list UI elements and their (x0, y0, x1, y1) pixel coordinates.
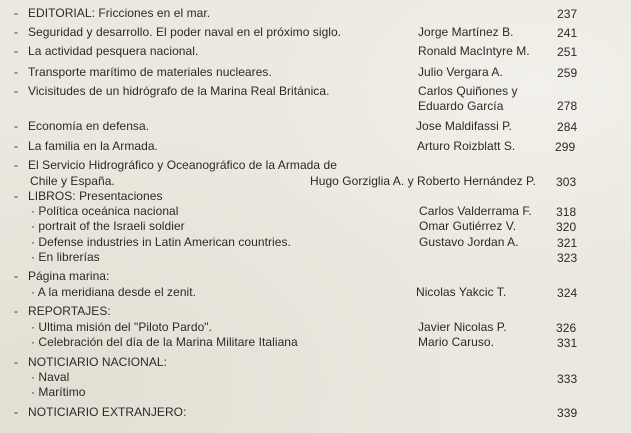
entry-dash: - (14, 158, 19, 172)
subentry-author: Nicolas Yakcic T. (416, 285, 507, 299)
entry-title: Transporte marítimo de materiales nucleares. (28, 65, 272, 79)
entry-dash: - (14, 65, 19, 79)
subentry-page: 320 (556, 220, 577, 234)
subentry-title: · En librerías (31, 250, 100, 264)
subentry-author: Javier Nicolas P. (418, 320, 507, 334)
subentry-title: · Política oceánica nacional (31, 204, 179, 218)
entry-page: 237 (557, 7, 578, 21)
entry-title: REPORTAJES: (28, 304, 111, 318)
subentry-title: · Ultima misión del "Piloto Pardo". (31, 320, 212, 334)
subentry-page: 331 (557, 336, 578, 350)
entry-dash: - (14, 304, 19, 318)
subentry-author: Omar Gutiérrez V. (419, 219, 517, 233)
entry-title: NOTICIARIO NACIONAL: (28, 355, 168, 369)
entry-author: Julio Vergara A. (418, 65, 503, 79)
entry-page: 284 (557, 120, 578, 134)
entry-dash: - (14, 269, 19, 283)
entry-page: 259 (557, 66, 578, 80)
entry-dash: - (14, 189, 19, 203)
entry-page: 241 (557, 26, 578, 40)
subentry-title: · Marítimo (31, 385, 86, 399)
entry-dash: - (14, 405, 19, 419)
entry-author: Carlos Quiñones y (418, 84, 518, 98)
entry-dash: - (14, 84, 19, 98)
entry-dash: - (14, 6, 19, 20)
entry-title: EDITORIAL: Fricciones en el mar. (28, 6, 211, 20)
entry-page: 251 (557, 45, 578, 59)
entry-author: Jorge Martínez B. (418, 25, 514, 39)
subentry-title: · A la meridiana desde el zenit. (31, 285, 197, 299)
subentry-page: 324 (557, 286, 578, 300)
entry-title: Seguridad y desarrollo. El poder naval en el próximo siglo. (28, 25, 342, 39)
entry-author: Hugo Gorziglia A. y Roberto Hernández P. (310, 174, 536, 188)
entry-dash: - (14, 139, 19, 153)
entry-title: La familia en la Armada. (28, 139, 158, 153)
entry-author: Arturo Roizblatt S. (417, 139, 516, 153)
entry-dash: - (14, 25, 19, 39)
entry-title: Página marina: (28, 269, 110, 283)
subentry-page: 323 (557, 251, 578, 265)
entry-dash: - (14, 355, 19, 369)
subentry-page: 321 (557, 236, 578, 250)
entry-title: Chile y España. (30, 174, 115, 188)
subentry-page: 333 (557, 372, 578, 386)
subentry-page: 326 (556, 321, 577, 335)
subentry-author: Mario Caruso. (418, 335, 495, 349)
entry-title: NOTICIARIO EXTRANJERO: (28, 405, 187, 419)
entry-page: 278 (557, 99, 578, 113)
subentry-author: Gustavo Jordan A. (419, 235, 519, 249)
entry-dash: - (14, 119, 19, 133)
entry-page: 303 (556, 175, 577, 189)
entry-title: La actividad pesquera nacional. (28, 44, 199, 58)
subentry-page: 318 (556, 205, 577, 219)
subentry-title: · portrait of the Israeli soldier (31, 219, 185, 233)
entry-page: 299 (555, 140, 576, 154)
entry-author: Jose Maldifassi P. (416, 119, 513, 133)
entry-dash: - (14, 44, 19, 58)
subentry-author: Carlos Valderrama F. (419, 204, 532, 218)
entry-page: 339 (557, 406, 578, 420)
entry-author: Ronald MacIntyre M. (418, 44, 530, 58)
entry-title: El Servicio Hidrográfico y Oceanográfico de la Armada de (28, 158, 337, 172)
entry-title: Economía en defensa. (28, 119, 150, 133)
subentry-title: · Celebración del día de la Marina Militare Italiana (31, 335, 298, 349)
entry-title: Vicisitudes de un hidrógrafo de la Marina Real Británica. (28, 84, 330, 98)
subentry-title: · Naval (31, 370, 70, 384)
subentry-title: · Defense industries in Latin American countries. (31, 235, 291, 249)
entry-title: LIBROS: Presentaciones (28, 189, 163, 203)
entry-author: Eduardo García (418, 99, 504, 113)
